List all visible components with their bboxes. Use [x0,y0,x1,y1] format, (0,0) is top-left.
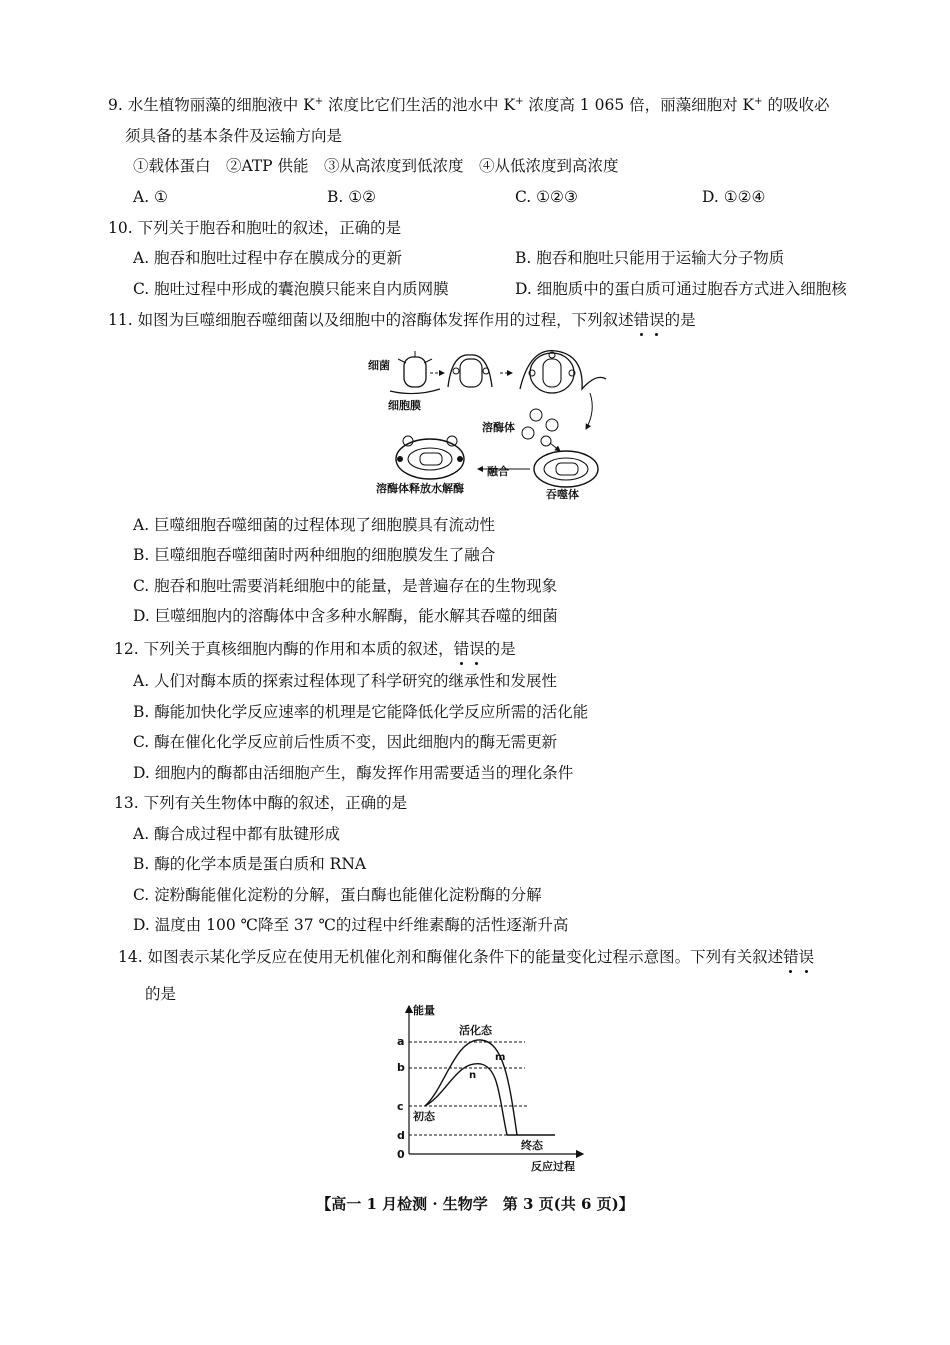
activated-state-label: 活化态 [459,1024,492,1037]
label-cell-membrane: 细胞膜 [388,399,421,412]
q11-stem: 11. 如图为巨噬细胞吞噬细菌以及细胞中的溶酶体发挥作用的过程，下列叙述错误的是 [108,311,696,329]
q13-option-d: D. 温度由 100 ℃降至 37 ℃的过程中纤维素酶的活性逐渐升高 [133,916,569,934]
q12-option-c: C. 酶在催化化学反应前后性质不变，因此细胞内的酶无需更新 [133,733,558,751]
q9-stem-line2: 须具备的基本条件及运输方向是 [125,127,343,145]
q10-option-a: A. 胞吞和胞吐过程中存在膜成分的更新 [133,249,403,267]
q9-option-d: D. ①②④ [702,188,766,206]
energy-diagram [385,998,595,1174]
q11-option-b: B. 巨噬细胞吞噬细菌时两种细胞的细胞膜发生了融合 [133,546,496,564]
q10-option-b: B. 胞吞和胞吐只能用于运输大分子物质 [515,249,785,267]
q9-option-b: B. ①② [327,188,377,206]
q12-option-b: B. 酶能加快化学反应速率的机理是它能降低化学反应所需的活化能 [133,703,589,721]
label-lysosome-release: 溶酶体释放水解酶 [376,482,464,495]
q11-option-a: A. 巨噬细胞吞噬细菌的过程体现了细胞膜具有流动性 [133,516,496,534]
q9-option-a: A. ① [133,188,168,206]
label-lysosome: 溶酶体 [482,421,515,434]
q9-option-c: C. ①②③ [515,188,578,206]
q11-option-d: D. 巨噬细胞内的溶酶体中含多种水解酶，能水解其吞噬的细菌 [133,607,558,625]
q12-option-a: A. 人们对酶本质的探索过程体现了科学研究的继承性和发展性 [133,672,558,690]
q10-option-c: C. 胞吐过程中形成的囊泡膜只能来自内质网膜 [133,280,449,298]
q14-stem-line2: 的是 [145,985,177,1003]
final-state-label: 终态 [521,1139,543,1152]
q13-option-a: A. 酶合成过程中都有肽键形成 [133,825,341,843]
label-bacteria: 细菌 [368,359,390,372]
curve-n-label: n [469,1070,477,1081]
page-footer: 【高一 1 月检测 · 生物学 第 3 页(共 6 页)】 [316,1195,634,1213]
q10-option-d: D. 细胞质中的蛋白质可通过胞吞方式进入细胞核 [515,280,847,298]
label-phagosome: 吞噬体 [546,488,579,501]
q11-option-c: C. 胞吞和胞吐需要消耗细胞中的能量，是普遍存在的生物现象 [133,577,558,595]
q9-stem-line1: 9. 水生植物丽藻的细胞液中 K+ 浓度比它们生活的池水中 K+ 浓度高 1 065 倍，丽藻细胞对 K+ 的吸收必 [108,95,830,114]
origin: 0 [397,1148,405,1161]
label-fusion: 融合 [487,465,509,478]
q9-items: ①载体蛋白 ②ATP 供能 ③从高浓度到低浓度 ④从低浓度到高浓度 [133,157,619,175]
phagocytosis-diagram [360,343,610,503]
curve-m-label: m [495,1052,506,1063]
level-b: b [397,1061,405,1074]
q12-option-d: D. 细胞内的酶都由活细胞产生，酶发挥作用需要适当的理化条件 [133,764,574,782]
level-c: c [397,1100,404,1113]
q13-option-b: B. 酶的化学本质是蛋白质和 RNA [133,855,367,873]
q12-stem: 12. 下列关于真核细胞内酶的作用和本质的叙述，错误的是 [114,640,516,658]
initial-state-label: 初态 [413,1110,435,1123]
level-d: d [397,1129,405,1142]
x-axis-label: 反应过程 [531,1160,575,1173]
q13-stem: 13. 下列有关生物体中酶的叙述，正确的是 [114,794,408,812]
q14-stem: 14. 如图表示某化学反应在使用无机催化剂和酶催化条件下的能量变化过程示意图。下列有关叙述错误 [118,948,815,966]
y-axis-label: 能量 [413,1004,435,1017]
q13-option-c: C. 淀粉酶能催化淀粉的分解，蛋白酶也能催化淀粉酶的分解 [133,886,542,904]
q10-stem: 10. 下列关于胞吞和胞吐的叙述，正确的是 [108,219,402,237]
level-a: a [397,1035,405,1048]
